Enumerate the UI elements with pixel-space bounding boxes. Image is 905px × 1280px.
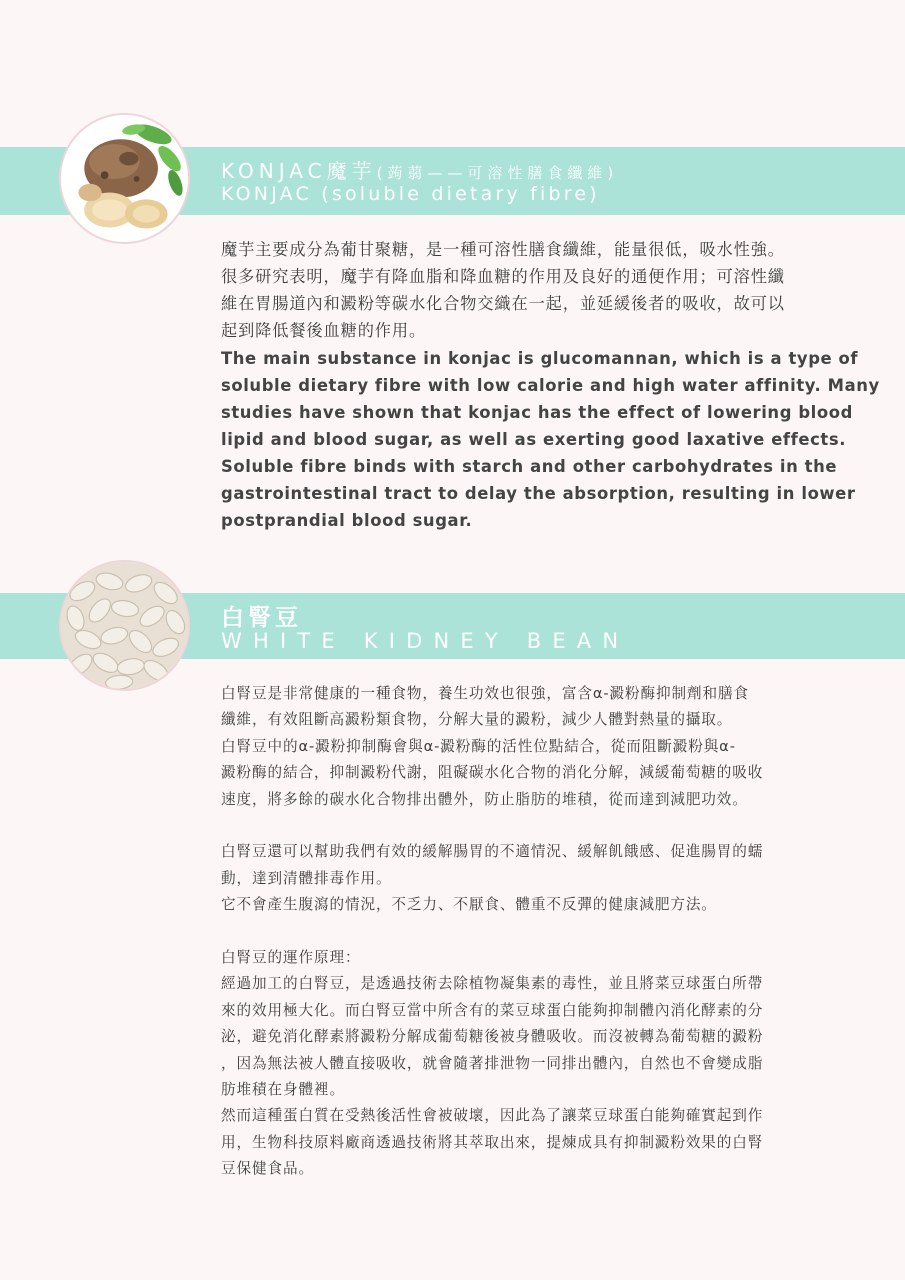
beans-illustration — [61, 562, 188, 689]
paragraph-gap — [221, 813, 841, 839]
konjac-en-line: soluble dietary fibre with low calorie and high water affinity. Many — [221, 376, 880, 395]
bean-description — [221, 681, 841, 1183]
bean-line: 速度，將多餘的碳水化合物排出體外，防止脂肪的堆積，從而達到減肥功效。 — [221, 790, 748, 808]
bean-line: 然而這種蛋白質在受熱後活性會被破壞，因此為了讓菜豆球蛋白能夠確實起到作 — [221, 1107, 764, 1125]
konjac-title-en: KONJAC (soluble dietary fibre) — [221, 183, 600, 205]
konjac-en-line: Soluble fibre binds with starch and other carbohydrates in the — [221, 457, 838, 476]
bean-line: 澱粉酶的結合，抑制澱粉代謝，阻礙碳水化合物的消化分解，減緩葡萄糖的吸收 — [221, 764, 764, 782]
bean-line: 用，生物科技原料廠商透過技術將其萃取出來，提煉成具有抑制澱粉效果的白腎 — [221, 1133, 764, 1151]
bean-line: 纖維，有效阻斷高澱粉類食物，分解大量的澱粉，減少人體對熱量的攝取。 — [221, 711, 733, 729]
konjac-en-line: lipid and blood sugar, as well as exerting good laxative effects. — [221, 430, 847, 449]
bean-line: 豆保健食品。 — [221, 1160, 314, 1178]
bean-line: 泌，避免消化酵素將澱粉分解成葡萄糖後被身體吸收。而沒被轉為葡萄糖的澱粉 — [221, 1028, 764, 1046]
bean-line: 經過加工的白腎豆，是透過技術去除植物凝集素的毒性，並且將菜豆球蛋白所帶 — [221, 975, 764, 993]
bean-line: 白腎豆中的α-澱粉抑制酶會與α-澱粉酶的活性位點結合，從而阻斷澱粉與α- — [221, 737, 736, 755]
white-kidney-bean-image — [59, 560, 190, 691]
konjac-title-zh-sub: (蒟蒻——可溶性膳食纖維) — [376, 164, 619, 182]
konjac-title-zh-main: KONJAC魔芋 — [221, 159, 377, 183]
bean-title-zh: 白腎豆 — [221, 605, 302, 631]
konjac-en-line: gastrointestinal tract to delay the absorption, resulting in lower — [221, 484, 856, 503]
bean-line: 動，達到清體排毒作用。 — [221, 869, 392, 887]
bean-line: 來的效用極大化。而白腎豆當中所含有的菜豆球蛋白能夠抑制體內消化酵素的分 — [221, 1001, 764, 1019]
bean-line: ，因為無法被人體直接吸收，就會隨著排泄物一同排出體內，自然也不會變成脂 — [221, 1054, 764, 1072]
konjac-illustration — [61, 115, 188, 242]
paragraph-gap — [221, 919, 841, 945]
bean-title-en: WHITE KIDNEY BEAN — [221, 629, 630, 653]
bean-line: 白腎豆還可以幫助我們有效的緩解腸胃的不適情況、緩解飢餓感、促進腸胃的蠕 — [221, 843, 764, 861]
konjac-description-zh — [221, 236, 861, 344]
konjac-description-en — [221, 345, 880, 534]
konjac-zh-line: 魔芋主要成分為葡甘聚糖，是一種可溶性膳食纖維，能量很低，吸水性強。 — [221, 240, 785, 259]
konjac-zh-line: 起到降低餐後血糖的作用。 — [221, 321, 427, 340]
konjac-root-image — [59, 113, 190, 244]
bean-line: 它不會產生腹瀉的情況，不乏力、不厭食、體重不反彈的健康減肥方法。 — [221, 896, 717, 914]
konjac-en-line: postprandial blood sugar. — [221, 511, 473, 530]
konjac-en-line: studies have shown that konjac has the effect of lowering blood — [221, 403, 853, 422]
bean-subheading: 白腎豆的運作原理： — [221, 949, 361, 967]
bean-line: 肪堆積在身體裡。 — [221, 1081, 345, 1099]
konjac-title-zh — [221, 155, 618, 184]
bean-line: 白腎豆是非常健康的一種食物，養生功效也很強，富含α-澱粉酶抑制劑和膳食 — [221, 685, 749, 702]
konjac-zh-line: 很多研究表明，魔芋有降血脂和降血糖的作用及良好的通便作用；可溶性纖 — [221, 267, 785, 286]
konjac-zh-line: 維在胃腸道內和澱粉等碳水化合物交織在一起，並延緩後者的吸收，故可以 — [221, 294, 785, 313]
konjac-en-line: The main substance in konjac is glucomannan, which is a type of — [221, 349, 859, 368]
